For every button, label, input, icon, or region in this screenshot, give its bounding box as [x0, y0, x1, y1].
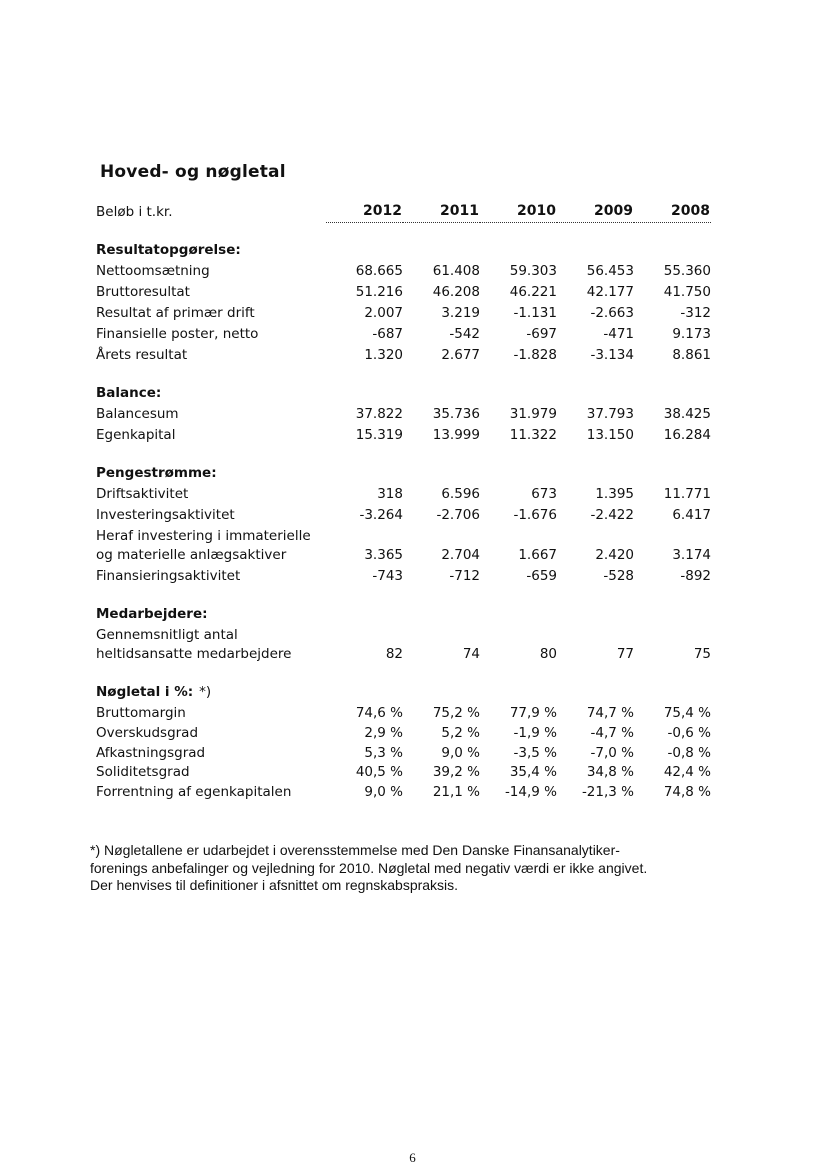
cell-value: -4,7 %	[590, 725, 634, 741]
cell-value: 35.736	[432, 406, 480, 422]
year-header: 2008	[634, 198, 711, 223]
cell-value: 13.150	[586, 427, 634, 443]
row-label: Overskudsgrad	[96, 725, 199, 741]
cell-value: 9,0 %	[364, 784, 403, 800]
row-label-line1: Gennemsnitligt antal	[96, 627, 238, 643]
cell-value: -712	[449, 568, 480, 584]
year-header: 2011	[403, 198, 480, 223]
cell-value: -3.264	[359, 507, 403, 523]
row-label: Soliditetsgrad	[96, 764, 190, 780]
table-row	[96, 526, 711, 545]
cell-value: 318	[377, 486, 403, 502]
cell-value: 9.173	[672, 326, 711, 342]
cell-value: 31.979	[509, 406, 557, 422]
row-label-line2: heltidsansatte medarbejdere	[96, 646, 292, 662]
cell-value: 68.665	[355, 263, 403, 279]
cell-value: 42,4 %	[663, 764, 711, 780]
cell-value: 3.174	[672, 547, 711, 563]
cell-value: -542	[449, 326, 480, 342]
cell-value: -697	[526, 326, 557, 342]
row-label-line1: Heraf investering i immaterielle	[96, 528, 311, 544]
row-label: Nettoomsætning	[96, 263, 210, 279]
table-row	[96, 484, 711, 505]
cell-value: 55.360	[663, 263, 711, 279]
table-row	[96, 324, 711, 345]
cell-value: 41.750	[663, 284, 711, 300]
cell-value: -3.134	[590, 347, 634, 363]
cell-value: 37.822	[355, 406, 403, 422]
row-label: Investeringsaktivitet	[96, 507, 235, 523]
table-row	[96, 723, 711, 743]
cell-value: 75,4 %	[663, 705, 711, 721]
cell-value: 74,7 %	[586, 705, 634, 721]
row-label: Balancesum	[96, 406, 179, 422]
row-label: Årets resultat	[96, 347, 188, 363]
table-row	[96, 282, 711, 303]
section-heading-ratios	[96, 681, 711, 703]
cell-value: -1.131	[513, 305, 557, 321]
table-row	[96, 404, 711, 425]
footnote-line: forenings anbefalinger og vejledning for 2010. Nøgletal med negativ værdi er ikke angivet.	[90, 859, 648, 876]
cell-value: 1.395	[595, 486, 634, 502]
footnote	[90, 842, 730, 895]
cell-value: -471	[603, 326, 634, 342]
table-row	[96, 425, 711, 446]
table-row	[96, 763, 711, 782]
row-label: Egenkapital	[96, 427, 176, 443]
year-header: 2012	[326, 198, 403, 223]
table-row	[96, 644, 711, 665]
year-header: 2009	[557, 198, 634, 223]
row-label: Afkastningsgrad	[96, 745, 206, 761]
cell-value: 16.284	[663, 427, 711, 443]
cell-value: 1.320	[364, 347, 403, 363]
row-label: Forrentning af egenkapitalen	[96, 784, 292, 800]
row-label-line2: og materielle anlægsaktiver	[96, 547, 287, 563]
cell-value: 3.365	[364, 547, 403, 563]
cell-value: 9,0 %	[441, 745, 480, 761]
cell-value: 82	[385, 646, 403, 662]
cell-value: 13.999	[432, 427, 480, 443]
cell-value: -7,0 %	[590, 745, 634, 761]
cell-value: -0,6 %	[667, 725, 711, 741]
cell-value: 74,6 %	[355, 705, 403, 721]
section-heading-balance: Balance:	[96, 385, 162, 401]
cell-value: 2.704	[441, 547, 480, 563]
unit-label: Beløb i t.kr.	[96, 203, 173, 220]
cell-value: 34,8 %	[586, 764, 634, 780]
cell-value: -2.422	[590, 507, 634, 523]
cell-value: 3.219	[441, 305, 480, 321]
cell-value: 2.420	[595, 547, 634, 563]
table-row	[96, 505, 711, 526]
footnote-line: Der henvises til definitioner i afsnittet om regnskabspraksis.	[90, 877, 459, 893]
section-heading-cashflow: Pengestrømme:	[96, 465, 217, 481]
cell-value: -1.828	[513, 347, 557, 363]
cell-value: 2.677	[441, 347, 480, 363]
year-header: 2010	[480, 198, 557, 223]
cell-value: 38.425	[663, 406, 711, 422]
cell-value: -1,9 %	[513, 725, 557, 741]
table-row	[96, 782, 711, 802]
cell-value: 5,3 %	[364, 745, 403, 761]
cell-value: 75	[693, 646, 711, 662]
cell-value: 77,9 %	[509, 705, 557, 721]
cell-value: 21,1 %	[432, 784, 480, 800]
cell-value: 11.322	[509, 427, 557, 443]
cell-value: -743	[372, 568, 403, 584]
cell-value: 51.216	[355, 284, 403, 300]
cell-value: -1.676	[513, 507, 557, 523]
cell-value: -312	[680, 305, 711, 321]
cell-value: 46.221	[509, 284, 557, 300]
cell-value: 56.453	[586, 263, 634, 279]
table-header-row	[96, 198, 711, 223]
cell-value: 42.177	[586, 284, 634, 300]
cell-value: -0,8 %	[667, 745, 711, 761]
cell-value: -528	[603, 568, 634, 584]
section-heading-employees: Medarbejdere:	[96, 606, 208, 622]
cell-value: 74	[462, 646, 480, 662]
cell-value: 40,5 %	[355, 764, 403, 780]
cell-value: 59.303	[509, 263, 557, 279]
cell-value: 5,2 %	[441, 725, 480, 741]
table-row	[96, 345, 711, 366]
table-row	[96, 303, 711, 324]
cell-value: 39,2 %	[432, 764, 480, 780]
cell-value: 80	[539, 646, 557, 662]
cell-value: 15.319	[355, 427, 403, 443]
cell-value: -3,5 %	[513, 745, 557, 761]
cell-value: 74,8 %	[663, 784, 711, 800]
cell-value: 8.861	[672, 347, 711, 363]
table-row	[96, 743, 711, 763]
cell-value: -21,3 %	[581, 784, 634, 800]
key-figures-table	[96, 198, 711, 802]
cell-value: 35,4 %	[509, 764, 557, 780]
cell-value: -687	[372, 326, 403, 342]
page-title: Hoved- og nøgletal	[100, 162, 286, 182]
cell-value: 11.771	[663, 486, 711, 502]
cell-value: -2.706	[436, 507, 480, 523]
cell-value: -14,9 %	[504, 784, 557, 800]
cell-value: 2,9 %	[364, 725, 403, 741]
page-number: 6	[409, 1150, 416, 1165]
ratios-heading-note: *)	[199, 684, 212, 700]
cell-value: 37.793	[586, 406, 634, 422]
table-row	[96, 545, 711, 566]
cell-value: 46.208	[432, 284, 480, 300]
cell-value: 2.007	[364, 305, 403, 321]
cell-value: -2.663	[590, 305, 634, 321]
table-row	[96, 566, 711, 587]
cell-value: 77	[616, 646, 634, 662]
footnote-line: *) Nøgletallene er udarbejdet i overensstemmelse med Den Danske Finansanalytiker-	[90, 842, 620, 858]
row-label: Finansieringsaktivitet	[96, 568, 241, 584]
cell-value: -892	[680, 568, 711, 584]
row-label: Driftsaktivitet	[96, 486, 189, 502]
row-label: Finansielle poster, netto	[96, 326, 259, 342]
table-row	[96, 625, 711, 644]
cell-value: 1.667	[518, 547, 557, 563]
cell-value: 6.417	[672, 507, 711, 523]
row-label: Resultat af primær drift	[96, 305, 255, 321]
section-heading-income: Resultatopgørelse:	[96, 242, 241, 258]
table-row	[96, 261, 711, 282]
cell-value: 6.596	[441, 486, 480, 502]
cell-value: 61.408	[432, 263, 480, 279]
table-row	[96, 703, 711, 723]
cell-value: 673	[531, 486, 557, 502]
row-label: Bruttomargin	[96, 705, 186, 721]
cell-value: 75,2 %	[432, 705, 480, 721]
cell-value: -659	[526, 568, 557, 584]
row-label: Bruttoresultat	[96, 284, 190, 300]
ratios-heading-text: Nøgletal i %:	[96, 684, 194, 700]
